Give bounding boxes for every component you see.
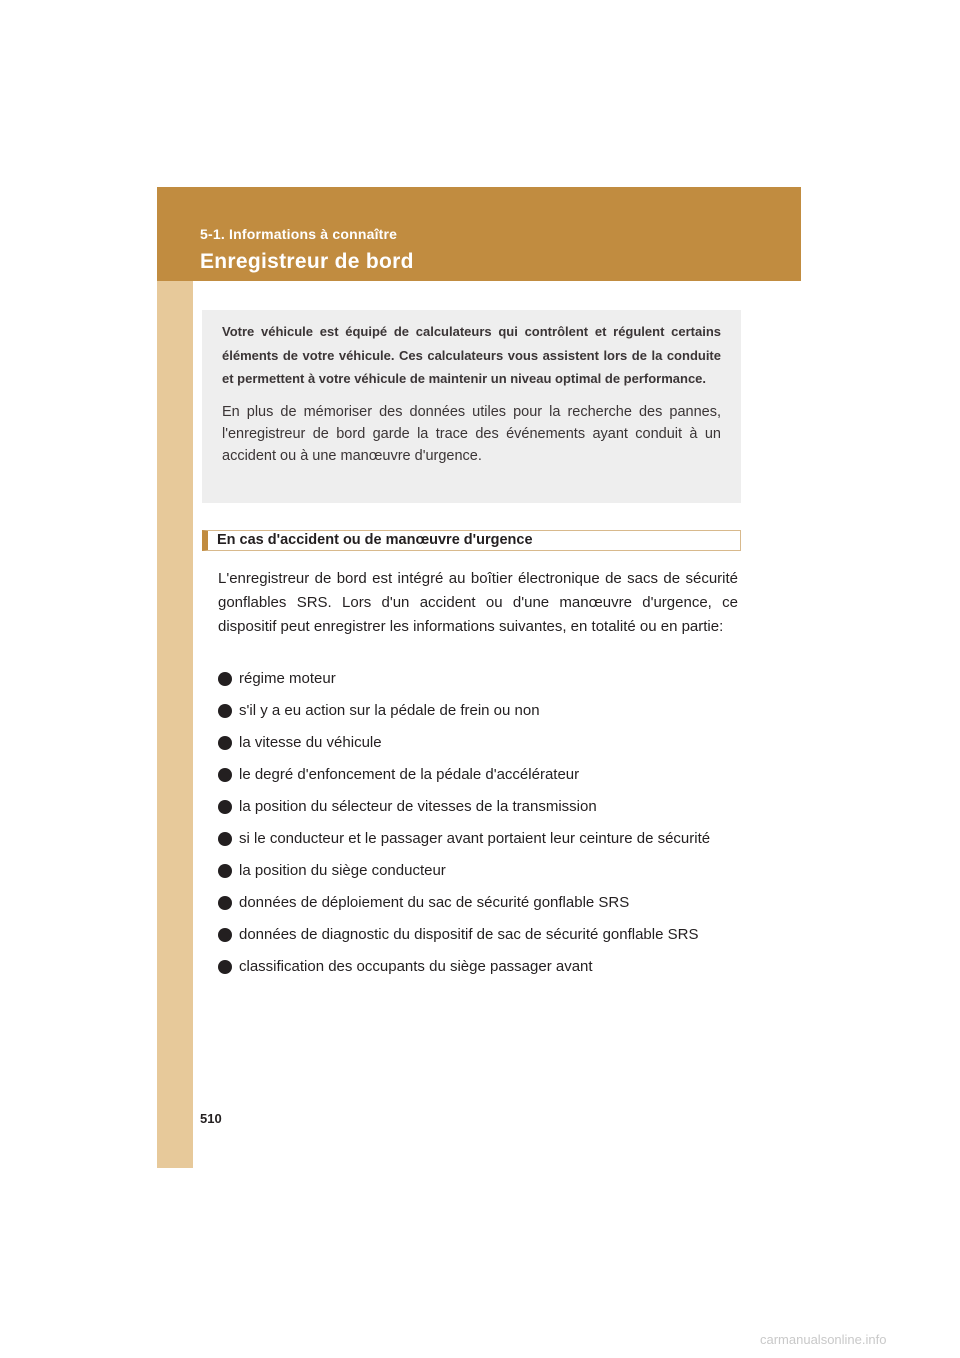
section-heading: En cas d'accident ou de manœuvre d'urgence (202, 530, 741, 551)
list-item: la position du siège conducteur (218, 860, 738, 882)
bullet-dot-icon (218, 800, 232, 814)
info-bullet-list (218, 668, 738, 988)
intro-paragraph: En plus de mémoriser des données utiles pour la recherche des pannes, l'enregistreur de bord garde la trace des événements ayant conduit à un accident ou à une manœuvre d'urgence. (222, 403, 721, 464)
list-item: si le conducteur et le passager avant portaient leur ceinture de sécurité (218, 828, 738, 850)
intro-box (202, 310, 741, 503)
list-item: le degré d'enfoncement de la pédale d'accélérateur (218, 764, 738, 786)
bullet-dot-icon (218, 928, 232, 942)
page-title: Enregistreur de bord (200, 250, 414, 273)
bullet-dot-icon (218, 672, 232, 686)
bullet-dot-icon (218, 704, 232, 718)
watermark: carmanualsonline.info (760, 1332, 887, 1347)
list-item: régime moteur (218, 668, 738, 690)
list-item: s'il y a eu action sur la pédale de frein ou non (218, 700, 738, 722)
list-item: la position du sélecteur de vitesses de la transmission (218, 796, 738, 818)
list-item: données de diagnostic du dispositif de sac de sécurité gonflable SRS (218, 924, 738, 946)
bullet-dot-icon (218, 832, 232, 846)
section-paragraph: L'enregistreur de bord est intégré au boîtier électronique de sacs de sécurité gonflables SRS. Lors d'un accident ou d'une manœuvre d'urgence, ce dispositif peut enregistrer les informations suivantes, en totalité ou en partie: (218, 570, 738, 635)
list-item: données de déploiement du sac de sécurité gonflable SRS (218, 892, 738, 914)
bullet-dot-icon (218, 768, 232, 782)
bullet-dot-icon (218, 736, 232, 750)
page-number: 510 (200, 1111, 222, 1126)
bullet-dot-icon (218, 960, 232, 974)
page-sidebar-band (157, 187, 193, 1168)
bullet-dot-icon (218, 896, 232, 910)
intro-bold-paragraph: Votre véhicule est équipé de calculateurs qui contrôlent et régulent certains éléments de votre véhicule. Ces calculateurs vous assistent lors de la conduite et permettent à votre véhicule de maintenir un niveau optimal de performance. (222, 324, 721, 386)
list-item: la vitesse du véhicule (218, 732, 738, 754)
section-label: 5-1. Informations à connaître (200, 226, 398, 242)
bullet-dot-icon (218, 864, 232, 878)
list-item: classification des occupants du siège passager avant (218, 956, 738, 978)
